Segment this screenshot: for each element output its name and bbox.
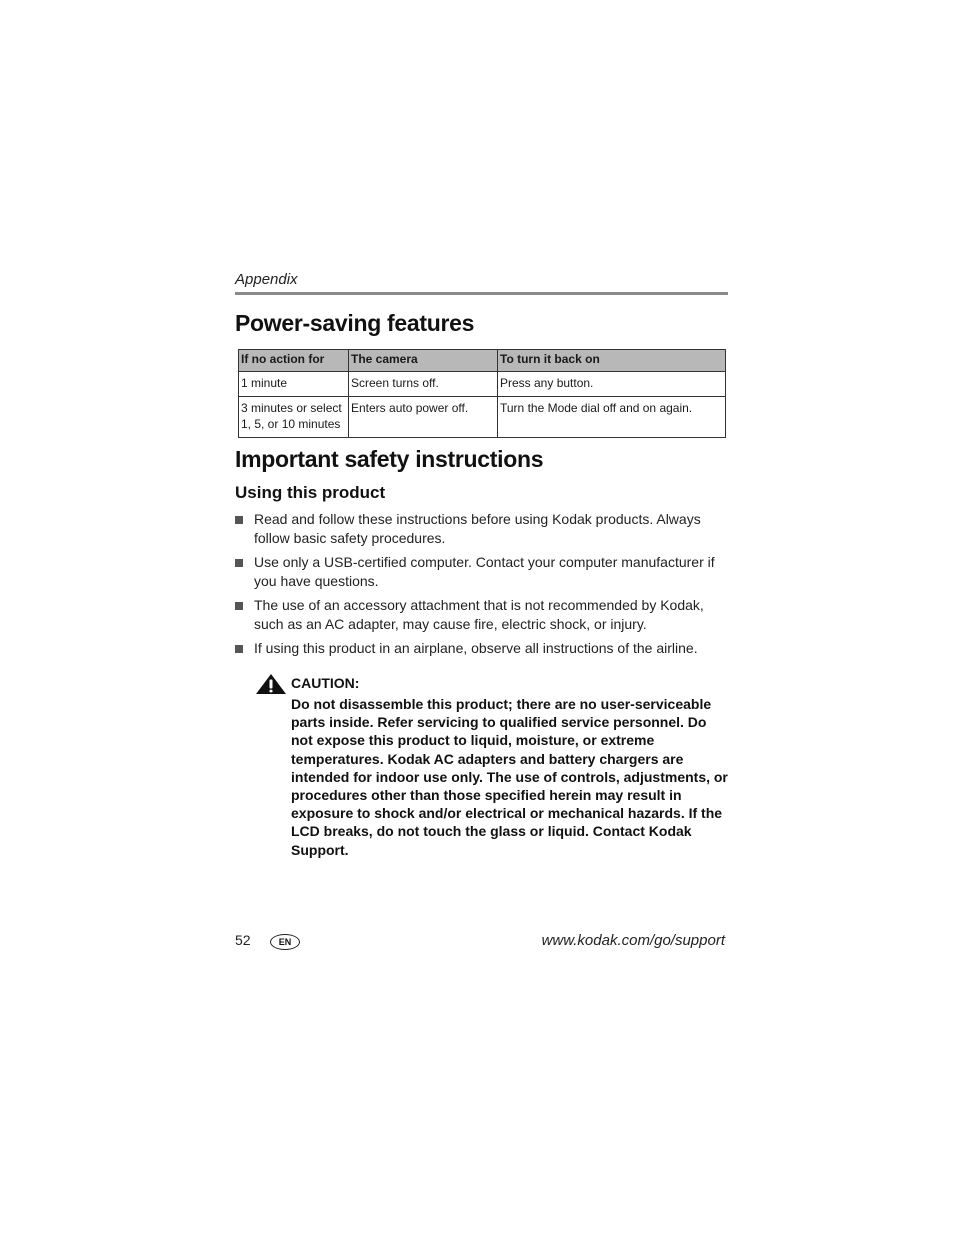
table-row <box>239 372 726 397</box>
bullet-square-icon <box>235 559 243 567</box>
support-url: www.kodak.com/go/support <box>541 932 725 949</box>
power-saving-table <box>238 349 726 438</box>
using-product-subheading: Using this product <box>235 483 386 502</box>
caution-label: CAUTION: <box>291 675 360 691</box>
list-item-text: Use only a USB-certified computer. Contact your computer manufacturer if you have questions. <box>254 554 715 589</box>
table-row <box>239 397 726 438</box>
list-item <box>235 596 730 633</box>
list-item <box>235 553 730 590</box>
table-cell: Enters auto power off. <box>349 397 498 438</box>
list-item-text: Read and follow these instructions before using Kodak products. Always follow basic safety procedures. <box>254 511 701 546</box>
safety-bullet-list <box>235 510 730 664</box>
table-header-cell: The camera <box>349 350 498 372</box>
running-header: Appendix <box>235 271 298 288</box>
header-rule <box>235 292 728 295</box>
list-item-text: If using this product in an airplane, observe all instructions of the airline. <box>254 640 698 656</box>
language-badge: EN <box>270 934 300 950</box>
table-cell: 3 minutes or select 1, 5, or 10 minutes <box>239 397 349 438</box>
bullet-square-icon <box>235 645 243 653</box>
list-item-text: The use of an accessory attachment that is not recommended by Kodak, such as an AC adapter, may cause fire, electric shock, or injury. <box>254 597 704 632</box>
bullet-square-icon <box>235 602 243 610</box>
bullet-square-icon <box>235 516 243 524</box>
table-cell: Press any button. <box>498 372 726 397</box>
page-number: 52 <box>235 932 251 948</box>
warning-triangle-icon <box>255 673 287 695</box>
safety-heading: Important safety instructions <box>235 446 544 472</box>
table-header-cell: To turn it back on <box>498 350 726 372</box>
table-cell: Turn the Mode dial off and on again. <box>498 397 726 438</box>
table-header-cell: If no action for <box>239 350 349 372</box>
list-item <box>235 510 730 547</box>
table-header-row <box>239 350 726 372</box>
power-saving-heading: Power-saving features <box>235 310 475 336</box>
table-cell: Screen turns off. <box>349 372 498 397</box>
caution-text: Do not disassemble this product; there are no user-serviceable parts inside. Refer servicing to qualified service personnel. Do not expose this product to liquid, moisture, or extreme temperatures. Kodak AC adapters and battery chargers are intended for indoor use only. The use of controls, adjustments, or procedures other than those specified herein may result in exposure to shock and/or electrical or mechanical hazards. If the LCD breaks, do not touch the glass or liquid. Contact Kodak Support. <box>291 696 728 858</box>
list-item <box>235 639 730 658</box>
table-cell: 1 minute <box>239 372 349 397</box>
